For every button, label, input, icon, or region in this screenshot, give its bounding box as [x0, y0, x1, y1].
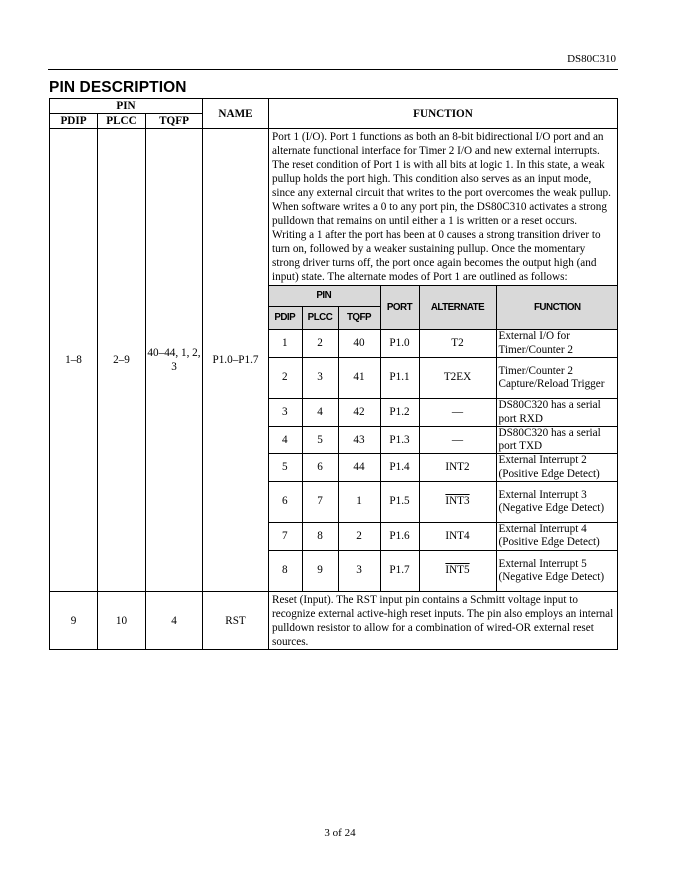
sub-function-cell: External Interrupt 4 (Positive Edge Detect)	[496, 522, 618, 550]
sub-alternate-cell: —	[419, 427, 496, 454]
sub-tqfp-cell: 3	[338, 550, 380, 591]
sub-port-cell: P1.1	[380, 358, 419, 399]
sub-plcc-cell: 4	[302, 399, 338, 427]
sub-function-cell: External I/O for Timer/Counter 2	[496, 330, 618, 358]
sub-port-cell: P1.3	[380, 427, 419, 454]
pdip-cell: 9	[50, 592, 98, 650]
sub-tqfp-cell: 42	[338, 399, 380, 427]
sub-pdip-cell: 5	[268, 454, 302, 481]
sub-plcc-cell: 6	[302, 454, 338, 481]
function-cell: Reset (Input). The RST input pin contains a Schmitt voltage input to recognize external active-high reset inputs. The pin also employs an internal pulldown resistor to allow for a combination of wired-OR external reset sources.	[269, 592, 618, 650]
pdip-cell: 1–8	[50, 129, 98, 592]
pin-description-table	[49, 98, 618, 650]
sub-tqfp-cell: 1	[338, 481, 380, 522]
sub-table-row	[268, 454, 618, 481]
page-header	[48, 52, 618, 70]
sub-tqfp-header: TQFP	[338, 307, 380, 330]
sub-alternate-header: ALTERNATE	[419, 286, 496, 330]
sub-table-row	[268, 522, 618, 550]
sub-function-cell: External Interrupt 2 (Positive Edge Detect)	[496, 454, 618, 481]
name-cell: RST	[203, 592, 269, 650]
sub-pdip-cell: 2	[268, 358, 302, 399]
function-cell	[269, 129, 618, 592]
sub-plcc-cell: 2	[302, 330, 338, 358]
sub-alternate-cell: INT5	[419, 550, 496, 591]
table-row	[50, 129, 618, 592]
sub-table-row	[268, 550, 618, 591]
sub-tqfp-cell: 43	[338, 427, 380, 454]
page-number: 3 of 24	[324, 827, 356, 839]
sub-port-cell: P1.0	[380, 330, 419, 358]
sub-table-row	[268, 427, 618, 454]
sub-function-cell: External Interrupt 5 (Negative Edge Detect)	[496, 550, 618, 591]
sub-alternate-cell: INT3	[419, 481, 496, 522]
sub-alternate-cell: INT4	[419, 522, 496, 550]
sub-port-cell: P1.4	[380, 454, 419, 481]
sub-table-row	[268, 481, 618, 522]
sub-function-cell: External Interrupt 3 (Negative Edge Detect)	[496, 481, 618, 522]
sub-plcc-header: PLCC	[302, 307, 338, 330]
section-title: PIN DESCRIPTION	[49, 79, 187, 96]
sub-port-cell: P1.6	[380, 522, 419, 550]
pdip-header: PDIP	[50, 114, 98, 129]
sub-pdip-cell: 1	[268, 330, 302, 358]
name-header: NAME	[203, 99, 269, 129]
sub-alternate-cell: INT2	[419, 454, 496, 481]
sub-alternate-cell: T2EX	[419, 358, 496, 399]
pin-group-header: PIN	[50, 99, 203, 114]
sub-function-cell: DS80C320 has a serial port RXD	[496, 399, 618, 427]
sub-function-cell: DS80C320 has a serial port TXD	[496, 427, 618, 454]
sub-table-row	[268, 399, 618, 427]
tqfp-header: TQFP	[146, 114, 203, 129]
plcc-cell: 2–9	[98, 129, 146, 592]
function-header: FUNCTION	[269, 99, 618, 129]
sub-alternate-cell: T2	[419, 330, 496, 358]
sub-function-header: FUNCTION	[496, 286, 618, 330]
name-cell: P1.0–P1.7	[203, 129, 269, 592]
sub-port-cell: P1.2	[380, 399, 419, 427]
sub-port-cell: P1.7	[380, 550, 419, 591]
sub-pdip-cell: 4	[268, 427, 302, 454]
sub-function-cell: Timer/Counter 2 Capture/Reload Trigger	[496, 358, 618, 399]
plcc-header: PLCC	[98, 114, 146, 129]
sub-table-row	[268, 330, 618, 358]
sub-plcc-cell: 3	[302, 358, 338, 399]
sub-pdip-cell: 8	[268, 550, 302, 591]
sub-pdip-header: PDIP	[268, 307, 302, 330]
sub-plcc-cell: 7	[302, 481, 338, 522]
sub-port-cell: P1.5	[380, 481, 419, 522]
sub-pdip-cell: 6	[268, 481, 302, 522]
sub-alternate-cell: —	[419, 399, 496, 427]
tqfp-cell: 4	[146, 592, 203, 650]
sub-tqfp-cell: 2	[338, 522, 380, 550]
tqfp-cell: 40–44, 1, 2, 3	[146, 129, 203, 592]
sub-tqfp-cell: 40	[338, 330, 380, 358]
function-text: Port 1 (I/O). Port 1 functions as both an 8-bit bidirectional I/O port and an alternate functional interface for Timer 2 I/O and new external interrupts. The reset condition of Port 1 is with all bits at logic 1. In this state, a weak pullup holds the port high. This condition also serves as an input mode, since any external circuit that writes to the port overcomes the weak pullup. When software writes a 0 to any port pin, the DS80C310 activates a strong pulldown that remains on until either a 1 is written or a reset occurs. Writing a 1 after the port has been at 0 causes a strong transition driver to turn on, followed by a weaker sustaining pullup. Once the momentary strong driver turns off, the port once again becomes the output high (and input) state. The alternate modes of Port 1 are outlined as follows:	[272, 131, 611, 283]
sub-pdip-cell: 7	[268, 522, 302, 550]
sub-plcc-cell: 5	[302, 427, 338, 454]
table-row	[50, 592, 618, 650]
sub-pdip-cell: 3	[268, 399, 302, 427]
sub-table-row	[268, 358, 618, 399]
sub-pin-header: PIN	[268, 286, 380, 307]
sub-tqfp-cell: 44	[338, 454, 380, 481]
alternate-modes-table	[268, 285, 618, 591]
plcc-cell: 10	[98, 592, 146, 650]
sub-port-header: PORT	[380, 286, 419, 330]
sub-plcc-cell: 9	[302, 550, 338, 591]
sub-tqfp-cell: 41	[338, 358, 380, 399]
sub-plcc-cell: 8	[302, 522, 338, 550]
document-id: DS80C310	[567, 53, 616, 65]
